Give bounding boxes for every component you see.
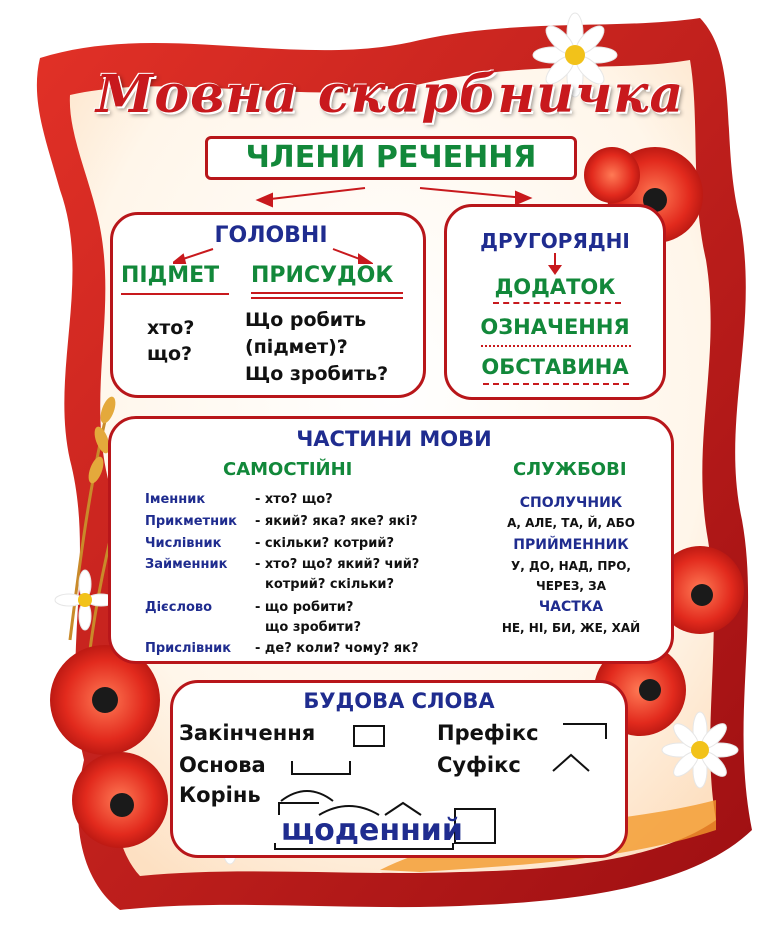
- pos-name-adverb: Прислівник: [145, 641, 232, 656]
- pos-question-pronoun: - хто? що? який? чий?: [255, 557, 420, 572]
- arrow-icon: [173, 241, 373, 265]
- predicate-underline: [251, 292, 403, 299]
- stem-label: Основа: [179, 753, 266, 777]
- ending-symbol: [353, 725, 385, 747]
- pos-question-numeral: - скільки? котрий?: [255, 536, 395, 551]
- secondary-item-attribute: ОЗНАЧЕННЯ: [480, 315, 630, 339]
- arrow-icon: [545, 253, 565, 275]
- pos-question-adjective: - який? яка? яке? які?: [255, 514, 418, 529]
- page-title: Мовна скарбничка: [95, 64, 685, 125]
- pos-name-adjective: Прикметник: [145, 514, 238, 529]
- prefix-symbol: [563, 723, 607, 739]
- service-heading: СЛУЖБОВІ: [513, 459, 627, 480]
- pos-question-adverb: - де? коли? чому? як?: [255, 641, 419, 656]
- parts-of-speech-heading: ЧАСТИНИ МОВИ: [296, 427, 492, 451]
- service-preposition-examples-2: ЧЕРЕЗ, ЗА: [536, 579, 606, 593]
- predicate-question-3: Що зробить?: [245, 363, 389, 385]
- service-conjunction-examples: А, АЛЕ, ТА, Й, АБО: [507, 516, 635, 530]
- pos-question-verb: - що робити?: [255, 600, 354, 615]
- example-word: щоденний: [281, 813, 463, 848]
- pos-question-verb-cont: що зробити?: [265, 620, 361, 635]
- prefix-label: Префікс: [437, 721, 539, 745]
- word-structure-panel: [170, 680, 628, 858]
- service-conjunction-name: СПОЛУЧНИК: [519, 495, 623, 511]
- attribute-wavy-underline: [481, 341, 631, 347]
- predicate-question-2: (підмет)?: [245, 336, 348, 358]
- main-members-heading: ГОЛОВНІ: [214, 223, 328, 248]
- service-particle-name: ЧАСТКА: [538, 599, 604, 615]
- secondary-item-adverbial: ОБСТАВИНА: [481, 355, 629, 379]
- predicate-question-1: Що робить: [245, 309, 367, 331]
- word-structure-heading: БУДОВА СЛОВА: [303, 689, 495, 713]
- ending-label: Закінчення: [179, 721, 316, 745]
- secondary-members-heading: ДРУГОРЯДНІ: [480, 229, 630, 253]
- service-particle-examples: НЕ, НІ, БИ, ЖЕ, ХАЙ: [501, 621, 641, 635]
- pos-name-noun: Іменник: [145, 492, 206, 507]
- subject-underline: [121, 293, 229, 295]
- root-label: Корінь: [179, 783, 261, 807]
- parts-of-speech-panel: [108, 416, 674, 664]
- main-members-panel: [110, 212, 426, 398]
- secondary-item-object: ДОДАТОК: [494, 275, 616, 299]
- pos-name-numeral: Числівник: [145, 536, 222, 551]
- suffix-symbol: [551, 751, 591, 773]
- pos-question-noun: - хто? що?: [255, 492, 333, 507]
- predicate-label: ПРИСУДОК: [251, 263, 394, 288]
- independent-heading: САМОСТІЙНІ: [223, 459, 353, 480]
- pos-question-pronoun-cont: котрий? скільки?: [265, 577, 395, 592]
- pos-name-verb: Дієслово: [145, 600, 213, 615]
- service-preposition-name: ПРИЙМЕННИК: [513, 537, 629, 553]
- pos-name-pronoun: Займенник: [145, 557, 228, 572]
- object-dashed-underline: [493, 302, 621, 304]
- secondary-members-panel: [444, 204, 666, 400]
- stem-symbol: [291, 761, 351, 775]
- adverbial-dash-dot-underline: [483, 383, 629, 385]
- subject-question-2: що?: [147, 343, 193, 365]
- sentence-members-heading: ЧЛЕНИ РЕЧЕННЯ: [205, 136, 577, 180]
- suffix-label: Суфікс: [437, 753, 521, 777]
- service-preposition-examples-1: У, ДО, НАД, ПРО,: [511, 559, 631, 573]
- subject-label: ПІДМЕТ: [121, 263, 220, 288]
- subject-question-1: хто?: [147, 317, 195, 339]
